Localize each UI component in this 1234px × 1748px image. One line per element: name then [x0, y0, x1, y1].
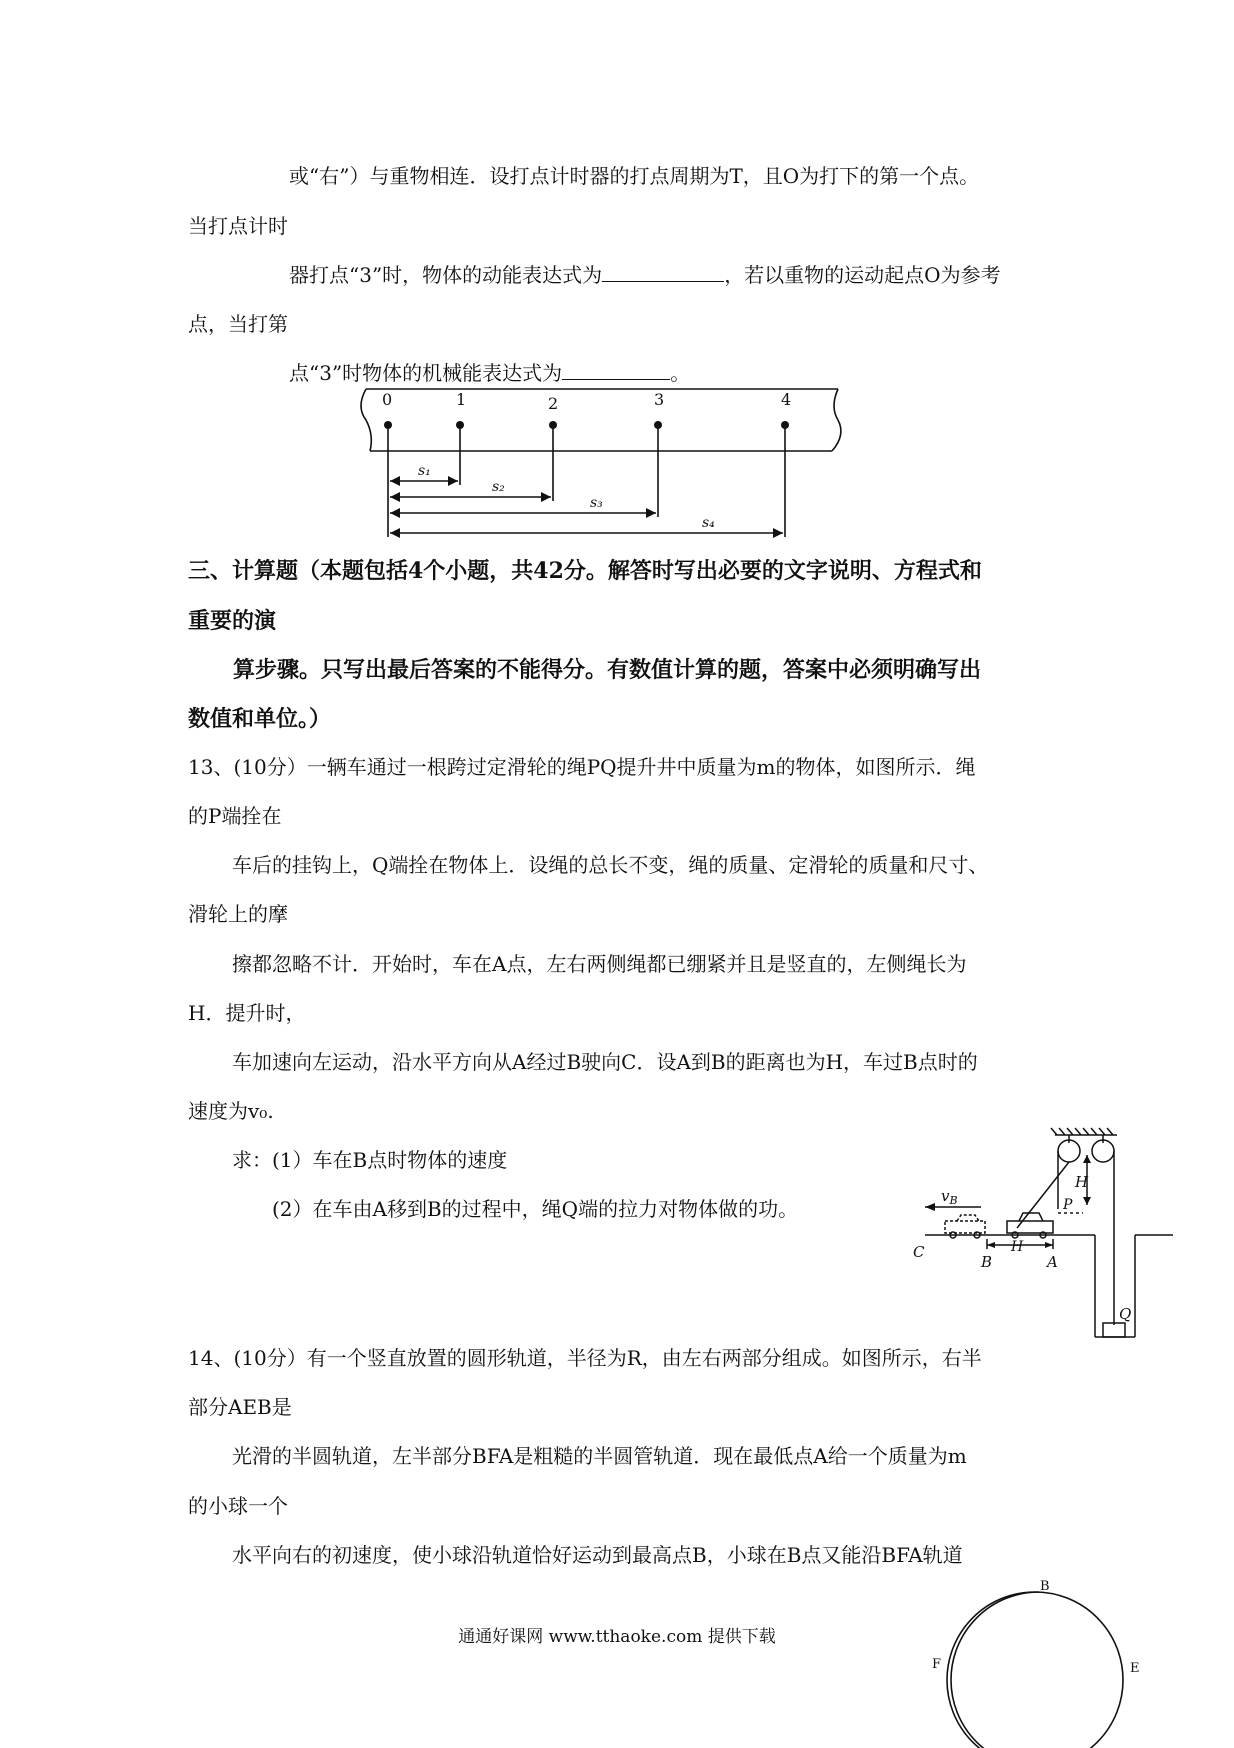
- distance-label: s₄: [702, 515, 715, 531]
- question-13-text: 车加速向左运动，沿水平方向从A经过B驶向C．设A到B的距离也为H，车过B点时的: [232, 1050, 978, 1074]
- tape-point-label: 4: [781, 390, 792, 409]
- text-line: [289, 361, 690, 385]
- distance-label: s₂: [492, 479, 505, 495]
- point-a-label: A: [1047, 1253, 1058, 1271]
- section-heading: 重要的演: [188, 608, 277, 634]
- circular-track-diagram: [932, 1578, 1140, 1748]
- question-14-text: 部分AEB是: [188, 1395, 292, 1419]
- tape-point-label: 3: [654, 390, 665, 409]
- answer-blank[interactable]: [602, 263, 724, 282]
- text-line: [289, 263, 1001, 287]
- text-segment: 。: [670, 361, 691, 385]
- question-13-text: 车后的挂钩上，Q端拴在物体上．设绳的总长不变，绳的质量、定滑轮的质量和尺寸、: [232, 853, 989, 877]
- tape-point-label: 2: [548, 394, 559, 413]
- text-segment: 器打点“3”时，物体的动能表达式为: [289, 263, 603, 287]
- question-14-text: 14、(10分）有一个竖直放置的圆形轨道，半径为R，由左右两部分组成。如图所示，右半: [188, 1346, 982, 1370]
- track-point-b: B: [1040, 1579, 1050, 1594]
- velocity-label: $v_B$: [941, 1187, 958, 1207]
- text-line: 或“右”）与重物相连．设打点计时器的打点周期为T，且O为打下的第一个点。: [289, 164, 980, 188]
- question-13-text: 滑轮上的摩: [188, 902, 288, 926]
- text-line: 点，当打第: [188, 312, 288, 336]
- distance-label: s₃: [590, 495, 603, 511]
- text-line: 当打点计时: [188, 214, 288, 238]
- track-point-f: F: [932, 1657, 942, 1672]
- section-heading: 算步骤。只写出最后答案的不能得分。有数值计算的题，答案中必须明确写出: [233, 657, 982, 683]
- point-p-label: P: [1063, 1197, 1073, 1213]
- track-point-e: E: [1130, 1661, 1140, 1676]
- section-heading: 三、计算题（本题包括4个小题，共42分。解答时写出必要的文字说明、方程式和: [188, 558, 982, 584]
- question-13-ask: 求：(1）车在B点时物体的速度: [232, 1148, 508, 1172]
- question-14-text: 水平向右的初速度，使小球沿轨道恰好运动到最高点B，小球在B点又能沿BFA轨道: [232, 1543, 963, 1567]
- page-footer: 通通好课网 www.tthaoke.com 提供下载: [458, 1627, 776, 1647]
- point-q-label: Q: [1119, 1305, 1132, 1323]
- tape-point-label: 1: [456, 390, 467, 409]
- question-14-text: 的小球一个: [188, 1494, 288, 1518]
- distance-h-label: H: [1011, 1239, 1024, 1255]
- question-13-text: 速度为v₀.: [188, 1099, 274, 1123]
- question-13-ask: (2）在车由A移到B的过程中，绳Q端的拉力对物体做的功。: [272, 1197, 799, 1221]
- question-13-text: 擦都忽略不计．开始时，车在A点，左右两侧绳都已绷紧并且是竖直的，左侧绳长为: [232, 952, 967, 976]
- point-c-label: C: [913, 1243, 925, 1261]
- ticker-tape-diagram: [360, 385, 840, 545]
- question-13-text: 13、(10分）一辆车通过一根跨过定滑轮的绳PQ提升井中质量为m的物体，如图所示．绳: [188, 755, 976, 779]
- tape-point-label: 0: [382, 390, 393, 409]
- point-b-label: B: [981, 1253, 993, 1271]
- height-label: H: [1075, 1173, 1089, 1191]
- question-14-text: 光滑的半圆轨道，左半部分BFA是粗糙的半圆管轨道．现在最低点A给一个质量为m: [232, 1444, 967, 1468]
- answer-blank[interactable]: [562, 361, 670, 380]
- section-heading: 数值和单位。）: [188, 706, 332, 732]
- pulley-car-diagram: [905, 1125, 1175, 1340]
- text-segment: 点“3”时物体的机械能表达式为: [289, 361, 563, 385]
- distance-label: s₁: [418, 463, 431, 479]
- question-13-text: H．提升时，: [188, 1001, 306, 1025]
- question-13-text: 的P端拴在: [188, 804, 282, 828]
- text-segment: ，若以重物的运动起点O为参考: [724, 263, 1001, 287]
